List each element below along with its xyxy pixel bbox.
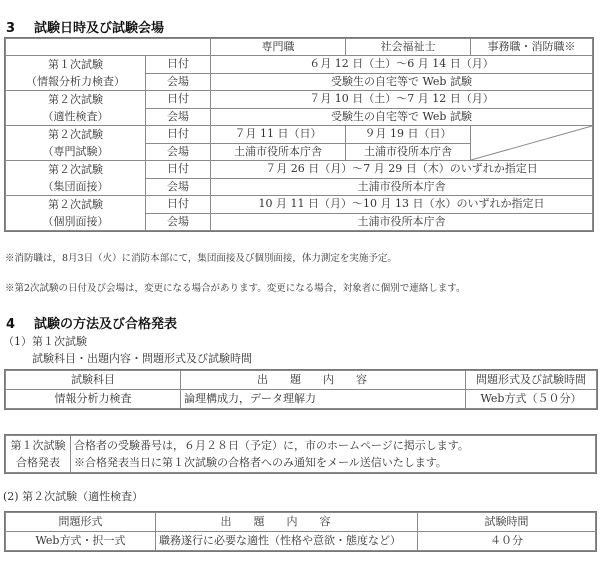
note-fire-dept: ※消防職は，8月3日（火）に消防本部にて，集団面接及び個別面接，体力測定を実施予定。 [5, 253, 397, 264]
section-3-heading [6, 17, 164, 36]
header-content: 出題内容 [181, 371, 466, 390]
table-row [6, 91, 593, 109]
section-4-heading [6, 313, 177, 332]
exam-name: 第２次試験 （個別面接） [6, 196, 146, 231]
header-content: 出題内容 [156, 513, 418, 532]
format-cell: Web方式（５０分） [466, 390, 597, 409]
exam-date: ７月 10 日（土）～7 月 12 日（月） [211, 91, 593, 109]
exam-date-senmon: ７月 11 日（日） [211, 126, 346, 144]
exam-date: 10 月 11 日（月）～10 月 13 日（水）のいずれか指定日 [211, 196, 593, 214]
venue-label: 会場 [146, 143, 211, 161]
venue-label: 会場 [146, 213, 211, 231]
time-cell: ４０分 [418, 532, 596, 551]
section-number: 3 [6, 21, 16, 36]
table-header-row [6, 39, 593, 56]
venue-label: 会場 [146, 178, 211, 196]
first-exam-announcement [5, 435, 596, 473]
header-subject: 試験科目 [6, 371, 181, 390]
exam-venue-senmon: 土浦市役所本庁舎 [211, 143, 346, 161]
not-applicable-cell [471, 126, 593, 161]
date-label: 日付 [146, 56, 211, 74]
section-number: 4 [6, 317, 16, 332]
header-fukushi: 社会福祉士 [346, 39, 471, 56]
table-row [6, 532, 596, 551]
header-time: 試験時間 [418, 513, 596, 532]
date-label: 日付 [146, 161, 211, 179]
table-row [6, 126, 593, 144]
header-format: 問題形式 [6, 513, 156, 532]
exam-name: 第２次試験 （集団面接） [6, 161, 146, 196]
table-row [6, 390, 597, 409]
header-blank [6, 39, 211, 56]
date-label: 日付 [146, 196, 211, 214]
exam-venue: 土浦市役所本庁舎 [211, 213, 593, 231]
date-label: 日付 [146, 126, 211, 144]
exam-date: ６月 12 日（土）～6 月 14 日（月） [211, 56, 593, 74]
exam-name: 第２次試験 （専門試験） [6, 126, 146, 161]
exam-venue: 受験生の自宅等で Web 試験 [211, 73, 593, 91]
first-exam-table [5, 370, 597, 409]
content-cell: 論理構成力，データ理解力 [181, 390, 466, 409]
exam-date-fukushi: ９月 19 日（日） [346, 126, 471, 144]
exam-venue: 受験生の自宅等で Web 試験 [211, 108, 593, 126]
date-label: 日付 [146, 91, 211, 109]
second-exam-table [5, 512, 596, 551]
subsection-1-heading: （1）第１次試験 [3, 335, 87, 348]
table-row [6, 196, 593, 214]
venue-label: 会場 [146, 73, 211, 91]
diagonal-line-icon [471, 126, 592, 160]
exam-date: ７月 26 日（月）～7 月 29 日（木）のいずれか指定日 [211, 161, 593, 179]
exam-name: 第２次試験 （適性検査） [6, 91, 146, 126]
content-cell: 職務遂行に必要な適性（性格や意欲・態度など） [156, 532, 418, 551]
exam-venue: 土浦市役所本庁舎 [211, 178, 593, 196]
venue-label: 会場 [146, 108, 211, 126]
subject-cell: 情報分析力検査 [6, 390, 181, 409]
table-header-row [6, 371, 597, 390]
note-schedule-change: ※第2次試験の日付及び会場は，変更になる場合があります。変更になる場合，対象者に個別で連絡します。 [5, 283, 466, 294]
table-row [6, 56, 593, 74]
subsection-1-caption: 試験科目・出題内容・問題形式及び試験時間 [32, 352, 252, 365]
section-title: 試験の方法及び合格発表 [34, 317, 178, 332]
format-cell: Web方式・択一式 [6, 532, 156, 551]
exam-venue-fukushi: 土浦市役所本庁舎 [346, 143, 471, 161]
schedule-table [5, 38, 593, 231]
exam-name: 第１次試験 （情報分析力検査） [6, 56, 146, 91]
announcement-body: 合格者の受験番号は，６月２８日（予定）に，市のホームページに掲示します。 ※合格発表当日に第１次試験の合格者へのみ通知をメール送信いたします。 [71, 436, 596, 473]
header-senmon: 専門職 [211, 39, 346, 56]
announcement-label: 第１次試験 合格発表 [6, 436, 71, 473]
header-jimu: 事務職・消防職※ [471, 39, 593, 56]
table-row [6, 161, 593, 179]
subsection-2-heading: (2) 第２次試験（適性検査） [3, 490, 144, 503]
section-title: 試験日時及び試験会場 [34, 21, 165, 36]
table-header-row [6, 513, 596, 532]
header-format: 問題形式及び試験時間 [466, 371, 597, 390]
